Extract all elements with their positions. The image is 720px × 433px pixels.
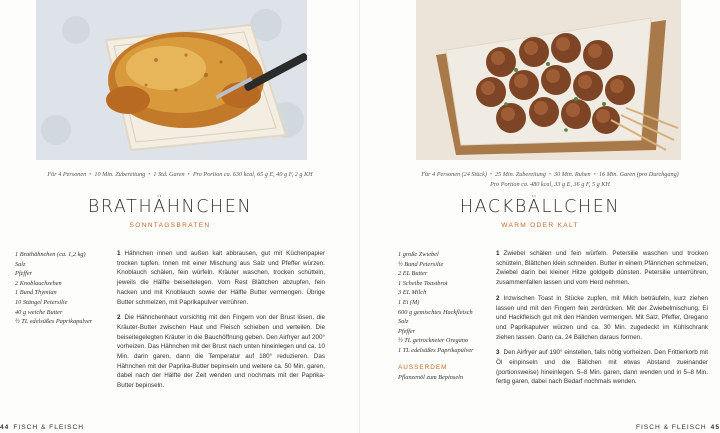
ingredient-item: ½ TL edelsüßes Paprikapulver [15, 318, 93, 326]
ingredient-item: ½ Bund Petersilie [398, 260, 444, 268]
step [496, 294, 708, 343]
step-number: 1 [117, 250, 121, 257]
extras-item: Pflanzenöl zum Bepinseln [398, 374, 464, 381]
meta-item: 10 Min. Zubereitung [94, 171, 146, 178]
meta-separator: • [89, 171, 92, 178]
ingredient-item: 2 Knoblauchzehen [15, 279, 62, 287]
step [496, 348, 708, 387]
meta-item: 16 Min. Garen (pro Durchgang) [598, 171, 679, 178]
ingredient-item: ½ TL getrockneter Oregano [398, 337, 469, 345]
page-number: 45 [710, 424, 720, 431]
extras-heading: AUSSERDEM [398, 364, 448, 371]
meta-separator: • [187, 171, 190, 178]
ingredient-item: 10 Stängel Petersilie [15, 298, 68, 306]
step-number: 2 [117, 314, 121, 322]
ingredient-item: 1 TL edelsüßes Paprikapulver [398, 346, 474, 354]
step-number: 3 [496, 349, 500, 357]
meta-separator: • [148, 171, 151, 178]
section-name: FISCH & FLEISCH [635, 424, 707, 431]
recipe-title: BRATHÄHNCHEN [87, 197, 253, 217]
page-number: 44 [0, 424, 10, 431]
step-text: Inzwischen Toast in Stücke zupfen, mit Milch beträufeln, kurz ziehen lassen und mit den Fingern fein zerdrücken. Mit der Zwiebelmischung, Ei und Hackfleisch gut mit den Händen vermengen. Mit Salz, Pfeffer, Oregano und Paprikapulver würzen und ca. 30 Min. zugedeckt im Kühlschrank ziehen lassen. Dann ca. 24 Bällchen daraus formen. [496, 294, 708, 341]
meta-separator: • [593, 171, 596, 178]
step-text: Zwiebel schälen und fein würfeln. Petersilie waschen und trocken schütteln, Blättchen klein schneiden. Butter in einem Pfännchen schmelzen, Zwiebel darin bei kleiner Hitze goldgelb dünsten. Petersilie unterrühren, zusammenfallen lassen und vom Herd nehmen. [496, 250, 708, 287]
meta-item: 25 Min. Zubereitung [495, 171, 546, 178]
step-text: Hähnchen innen und außen kalt abbrausen, gut mit Küchenpapier trocken tupfen. Innen mit einer Mischung aus Salz und Pfeffer würzen. Knoblauch schälen, fein würfeln. Kräuter waschen, trocken schütteln, jeweils die Hälfte beiseitelegen. Vom Rest Blättchen abzupfen, fein hacken und mit Knoblauch sowie der Hälfte Butter vermengen. Übrige Butter schmelzen, mit Paprikapulver verrühren. [117, 250, 325, 306]
step [117, 249, 325, 307]
page-footer [636, 424, 720, 431]
meta-line [390, 180, 710, 190]
page-footer [0, 424, 84, 431]
meta-separator: • [548, 171, 552, 178]
step-text: Die Hähnchenhaut vorsichtig mit den Fingern von der Brust lösen, die Kräuter-Butter zwischen Haut und Fleisch schieben und verteilen. Die beiseitegelegten Kräuter in die Bauchöffnung geben. Den Airfryer auf 200° vorheizen. Das Hähnchen mit der Brust nach unten hineinlegen und ca. 10 Min. darin garen, dann die Temperatur auf 180° reduzieren. Das Hähnchen mit der Paprika-Butter bepinseln und weitere ca. 50 Min. garen, dabei nach der Hälfte der Zeit wenden und nochmals mit der Paprika-Butter bepinseln. [117, 314, 325, 390]
meta-separator: • [489, 171, 493, 178]
meta-line [390, 170, 710, 180]
step [117, 313, 325, 391]
ingredient-list [15, 250, 115, 327]
ingredient-item: Pfeffer [15, 270, 33, 278]
step-text: Den Airfryer auf 190° einstellen, falls nötig vorheizen. Den Frittierkorb mit Öl einpinseln und die Bällchen mit etwas Abstand zueinander (portionsweise) hineinlegen. 5–8 Min. garen, dann wenden und in 5–8 Min. fertig garen, dabei nach Bedarf nochmals wenden. [496, 349, 708, 386]
step-number: 2 [496, 294, 500, 302]
ingredient-item: 1 Scheibe Toastbrot [398, 279, 448, 287]
meatballs-photo [416, 0, 681, 160]
meatballs-illustration [416, 0, 681, 160]
meta-item: Für 4 Personen [47, 171, 87, 178]
ingredient-item: 3 EL Milch [398, 289, 427, 297]
meta-item: Pro Portion ca. 480 kcal, 33 g E, 36 g F, 5 g KH [490, 181, 610, 188]
meta-item: Pro Portion ca. 630 kcal, 65 g E, 40 g F, 2 g KH [192, 171, 313, 178]
meta-item: 1 Std. Garen [153, 171, 185, 178]
ingredient-item: Pfeffer [398, 327, 416, 335]
right-page [360, 0, 720, 433]
ingredient-item: Salz [398, 318, 409, 326]
ingredient-item: 40 g weiche Butter [15, 308, 63, 316]
step-number: 1 [496, 250, 500, 257]
ingredient-item: 600 g gemischtes Hackfleisch [398, 308, 473, 316]
step [496, 249, 708, 288]
recipe-meta [390, 170, 710, 190]
roast-chicken-illustration [36, 0, 307, 160]
instruction-steps [496, 249, 708, 393]
recipe-title: HACKBÄLLCHEN [459, 197, 621, 217]
ingredient-item: Salz [15, 260, 26, 268]
recipe-subtitle: WARM ODER KALT [501, 222, 579, 229]
meta-item: Für 4 Personen (24 Stück) [421, 171, 487, 178]
ingredient-list [398, 250, 498, 356]
recipe-meta [20, 170, 340, 180]
meta-item: 30 Min. Ruhen [554, 171, 591, 178]
ingredient-item: 1 Ei (M) [398, 298, 420, 306]
roast-chicken-photo [36, 0, 307, 160]
instruction-steps [117, 249, 325, 397]
ingredient-item: 2 EL Butter [398, 270, 428, 278]
ingredient-item: 1 Brathähnchen (ca. 1,2 kg) [15, 251, 86, 258]
ingredient-item: 1 Bund Thymian [15, 289, 57, 297]
section-name: FISCH & FLEISCH [13, 424, 85, 431]
ingredient-item: 1 große Zwiebel [398, 251, 439, 258]
recipe-subtitle: SONNTAGSBRATEN [129, 222, 211, 229]
